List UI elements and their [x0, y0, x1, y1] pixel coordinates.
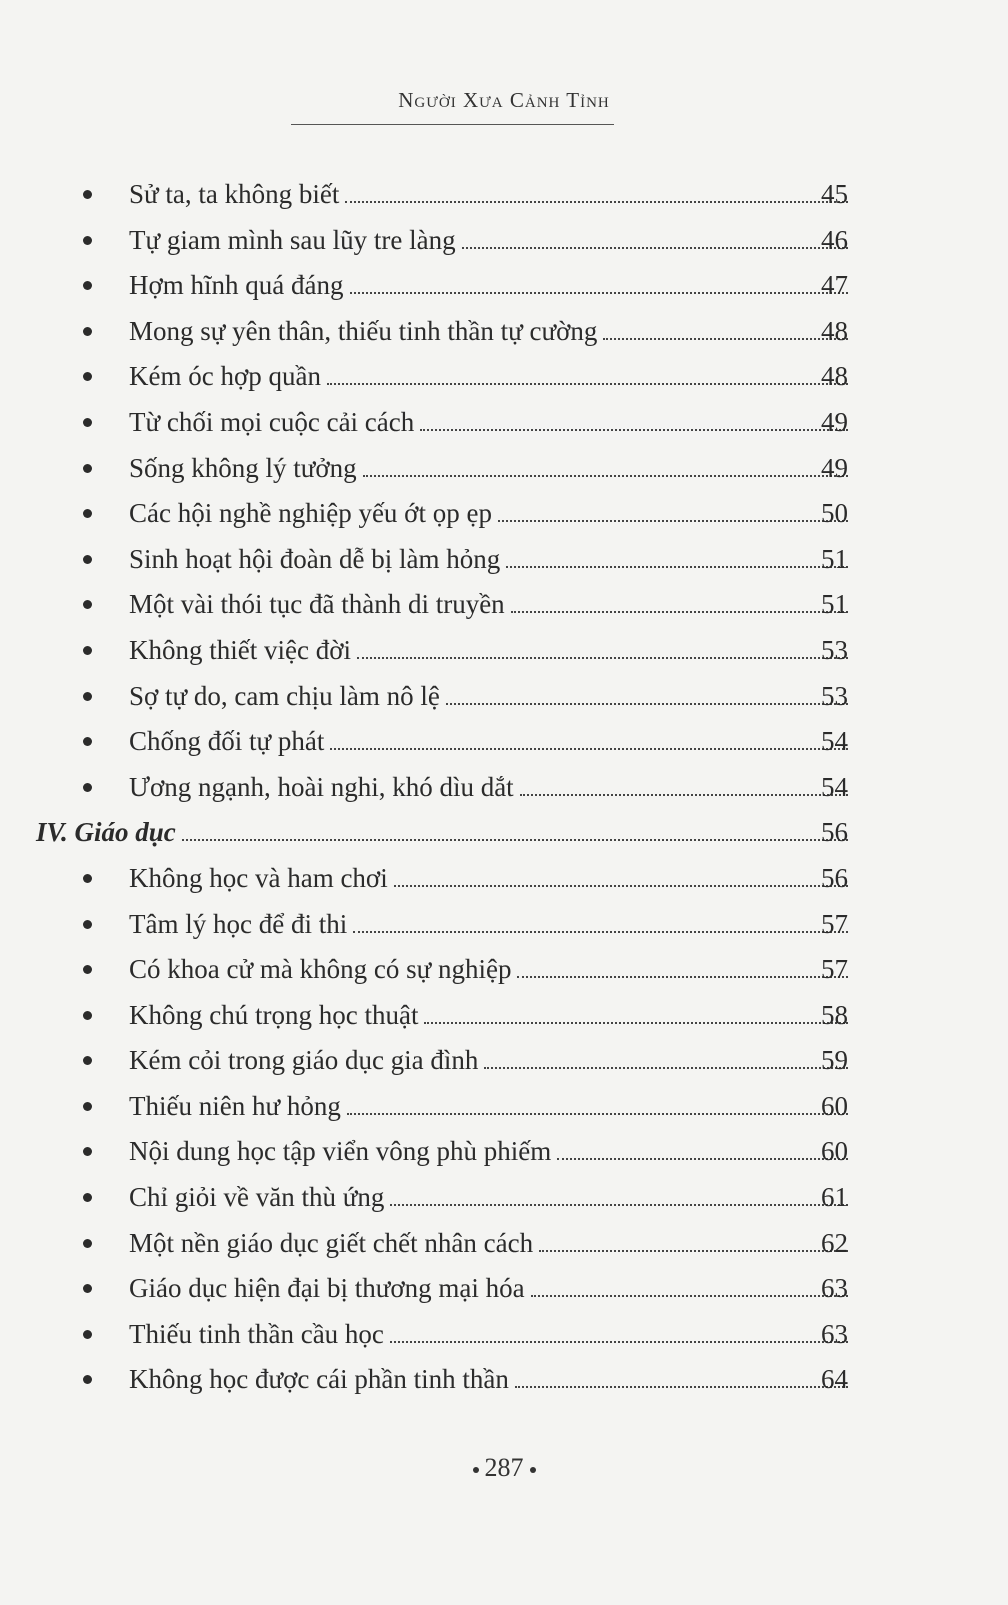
toc-entry-title: Không chú trọng học thuật: [129, 999, 419, 1030]
toc-entry: [129, 1133, 848, 1169]
toc-row: [0, 582, 1008, 628]
toc-page-number: 54: [821, 726, 848, 757]
bullet-icon: [83, 1056, 92, 1065]
dot-leader: [363, 475, 848, 477]
toc-page-number: 56: [821, 862, 848, 893]
toc-row: [0, 765, 1008, 811]
toc-row: [0, 628, 1008, 674]
toc-page-number: 51: [821, 589, 848, 620]
toc-page-number: 59: [821, 1045, 848, 1076]
toc-entry-title: Không học được cái phần tinh thần: [129, 1364, 509, 1395]
toc-entry-title: Ương ngạnh, hoài nghi, khó dìu dắt: [129, 771, 514, 802]
dot-leader: [345, 201, 848, 203]
toc-entry: [129, 951, 848, 987]
toc-entry: [129, 1088, 848, 1124]
toc-page-number: 61: [821, 1182, 848, 1213]
toc-entry: [129, 267, 848, 303]
bullet-icon: [83, 1239, 92, 1248]
toc-entry-title: Chỉ giỏi về văn thù ứng: [129, 1182, 385, 1213]
bullet-icon: [83, 1375, 92, 1384]
toc-entry: [129, 176, 848, 212]
toc-page-number: 47: [821, 270, 848, 301]
bullet-icon: [83, 418, 92, 427]
bullet-icon: [83, 555, 92, 564]
toc-row: [0, 1084, 1008, 1130]
toc-row: [0, 1266, 1008, 1312]
toc-row: [0, 856, 1008, 902]
bullet-icon: [83, 1193, 92, 1202]
dot-leader: [330, 748, 848, 750]
footer-dot-left: [473, 1467, 479, 1473]
dot-leader: [462, 247, 848, 249]
toc-row: [0, 1175, 1008, 1221]
dot-leader: [420, 429, 848, 431]
toc-row: [0, 1357, 1008, 1403]
toc-page-number: 60: [821, 1136, 848, 1167]
dot-leader: [350, 292, 849, 294]
toc-entry-title: Sinh hoạt hội đoàn dễ bị làm hỏng: [129, 543, 501, 574]
toc-entry-title: Tự giam mình sau lũy tre làng: [129, 224, 456, 255]
dot-leader: [506, 566, 848, 568]
toc-section-row: [0, 810, 1008, 856]
toc-page-number: 57: [821, 908, 848, 939]
dot-leader: [446, 703, 848, 705]
toc-entry-title: Chống đối tự phát: [129, 726, 325, 757]
dot-leader: [347, 1113, 848, 1115]
toc-page-number: 48: [821, 361, 848, 392]
toc-entry: [129, 313, 848, 349]
toc-page-number: 46: [821, 224, 848, 255]
toc-entry-title: Từ chối mọi cuộc cải cách: [129, 406, 415, 437]
toc-row: [0, 400, 1008, 446]
toc-page-number: 57: [821, 954, 848, 985]
dot-leader: [390, 1204, 848, 1206]
toc-entry-title: Hợm hĩnh quá đáng: [129, 270, 344, 301]
toc-row: [0, 537, 1008, 583]
bullet-icon: [83, 1330, 92, 1339]
toc-row: [0, 1221, 1008, 1267]
toc-row: [0, 172, 1008, 218]
toc-row: [0, 309, 1008, 355]
dot-leader: [539, 1250, 848, 1252]
toc-page-number: 63: [821, 1273, 848, 1304]
toc-entry: [129, 632, 848, 668]
bullet-icon: [83, 372, 92, 381]
toc-entry-title: Thiếu niên hư hỏng: [129, 1090, 341, 1121]
bullet-icon: [83, 783, 92, 792]
toc-page-number: 53: [821, 634, 848, 665]
toc-entry-title: Sống không lý tưởng: [129, 452, 357, 483]
toc-entry: [129, 1270, 848, 1306]
bullet-icon: [83, 1284, 92, 1293]
bullet-icon: [83, 692, 92, 701]
toc-row: [0, 491, 1008, 537]
toc-page-number: 51: [821, 543, 848, 574]
toc-row: [0, 719, 1008, 765]
bullet-icon: [83, 646, 92, 655]
bullet-icon: [83, 509, 92, 518]
toc-page-number: 60: [821, 1090, 848, 1121]
toc-entry-title: Kém cỏi trong giáo dục gia đình: [129, 1045, 479, 1076]
dot-leader: [520, 794, 848, 796]
book-title: Người Xưa Cảnh Tỉnh: [398, 88, 610, 112]
toc-entry-title: Có khoa cử mà không có sự nghiệp: [129, 954, 512, 985]
toc-entry-title: Một nền giáo dục giết chết nhân cách: [129, 1227, 534, 1258]
toc-row: [0, 218, 1008, 264]
dot-leader: [390, 1341, 848, 1343]
dot-leader: [353, 931, 848, 933]
toc-entry-title: Mong sự yên thân, thiếu tinh thần tự cường: [129, 315, 598, 346]
toc-entry: [129, 1316, 848, 1352]
toc-page-number: 56: [821, 817, 848, 848]
table-of-contents: [0, 172, 1008, 1403]
bullet-icon: [83, 281, 92, 290]
toc-entry-title: Một vài thói tục đã thành di truyền: [129, 589, 505, 620]
bullet-icon: [83, 1102, 92, 1111]
header-rule: [291, 124, 614, 125]
toc-row: [0, 354, 1008, 400]
bullet-icon: [83, 965, 92, 974]
toc-row: [0, 674, 1008, 720]
toc-page-number: 50: [821, 498, 848, 529]
dot-leader: [484, 1067, 848, 1069]
bullet-icon: [83, 920, 92, 929]
dot-leader: [557, 1158, 848, 1160]
footer-dot-right: [530, 1467, 536, 1473]
toc-page-number: 45: [821, 179, 848, 209]
toc-entry: [129, 1179, 848, 1215]
dot-leader: [531, 1295, 848, 1297]
toc-entry-title: Sợ tự do, cam chịu làm nô lệ: [129, 680, 440, 711]
bullet-icon: [83, 327, 92, 336]
section-title: IV. Giáo dục: [36, 817, 176, 848]
toc-entry: [129, 860, 848, 896]
toc-row: [0, 1312, 1008, 1358]
toc-entry: [129, 495, 848, 531]
toc-entry: [129, 723, 848, 759]
dot-leader: [517, 976, 848, 978]
toc-page-number: 54: [821, 771, 848, 802]
toc-entry: [129, 450, 848, 486]
bullet-icon: [83, 464, 92, 473]
toc-entry: [129, 1361, 848, 1397]
toc-entry: [129, 541, 848, 577]
dot-leader: [327, 383, 848, 385]
toc-entry: [129, 404, 848, 440]
running-header: [0, 88, 1008, 113]
toc-entry: [129, 222, 848, 258]
dot-leader: [511, 611, 848, 613]
toc-page-number: 53: [821, 680, 848, 711]
toc-page-number: 58: [821, 999, 848, 1030]
toc-page-number: 63: [821, 1318, 848, 1349]
toc-row: [0, 1038, 1008, 1084]
bullet-icon: [83, 874, 92, 883]
toc-page-number: 48: [821, 315, 848, 346]
dot-leader: [515, 1386, 848, 1388]
toc-entry: [129, 358, 848, 394]
toc-entry-title: Các hội nghề nghiệp yếu ớt ọp ẹp: [129, 498, 492, 529]
bullet-icon: [83, 600, 92, 609]
bullet-icon: [83, 190, 92, 199]
bullet-icon: [83, 1011, 92, 1020]
bullet-icon: [83, 737, 92, 746]
toc-entry-title: Giáo dục hiện đại bị thương mại hóa: [129, 1273, 525, 1304]
toc-entry-title: Sử ta, ta không biết: [129, 179, 340, 209]
toc-row: [0, 1129, 1008, 1175]
dot-leader: [182, 839, 848, 841]
toc-entry: [129, 906, 848, 942]
toc-page-number: 49: [821, 452, 848, 483]
toc-row: [0, 947, 1008, 993]
dot-leader: [394, 885, 848, 887]
toc-entry-title: Không học và ham chơi: [129, 862, 388, 893]
toc-entry: [129, 1042, 848, 1078]
toc-entry-title: Thiếu tinh thần cầu học: [129, 1318, 384, 1349]
toc-entry: [36, 814, 848, 850]
toc-row: [0, 446, 1008, 492]
dot-leader: [498, 520, 848, 522]
dot-leader: [357, 657, 848, 659]
toc-entry-title: Không thiết việc đời: [129, 634, 351, 665]
page-number: 287: [484, 1453, 524, 1482]
toc-entry: [129, 1225, 848, 1261]
bullet-icon: [83, 1147, 92, 1156]
toc-entry-title: Tâm lý học để đi thi: [129, 908, 348, 939]
toc-entry: [129, 997, 848, 1033]
toc-page-number: 64: [821, 1364, 848, 1395]
dot-leader: [424, 1022, 848, 1024]
toc-entry: [129, 769, 848, 805]
toc-row: [0, 263, 1008, 309]
toc-entry-title: Nội dung học tập viển vông phù phiếm: [129, 1136, 552, 1167]
toc-row: [0, 993, 1008, 1039]
toc-page-number: 49: [821, 406, 848, 437]
toc-entry: [129, 678, 848, 714]
toc-entry-title: Kém óc hợp quần: [129, 361, 321, 392]
toc-page-number: 62: [821, 1227, 848, 1258]
toc-entry: [129, 586, 848, 622]
bullet-icon: [83, 236, 92, 245]
page-footer: [0, 1453, 1008, 1483]
toc-row: [0, 902, 1008, 948]
